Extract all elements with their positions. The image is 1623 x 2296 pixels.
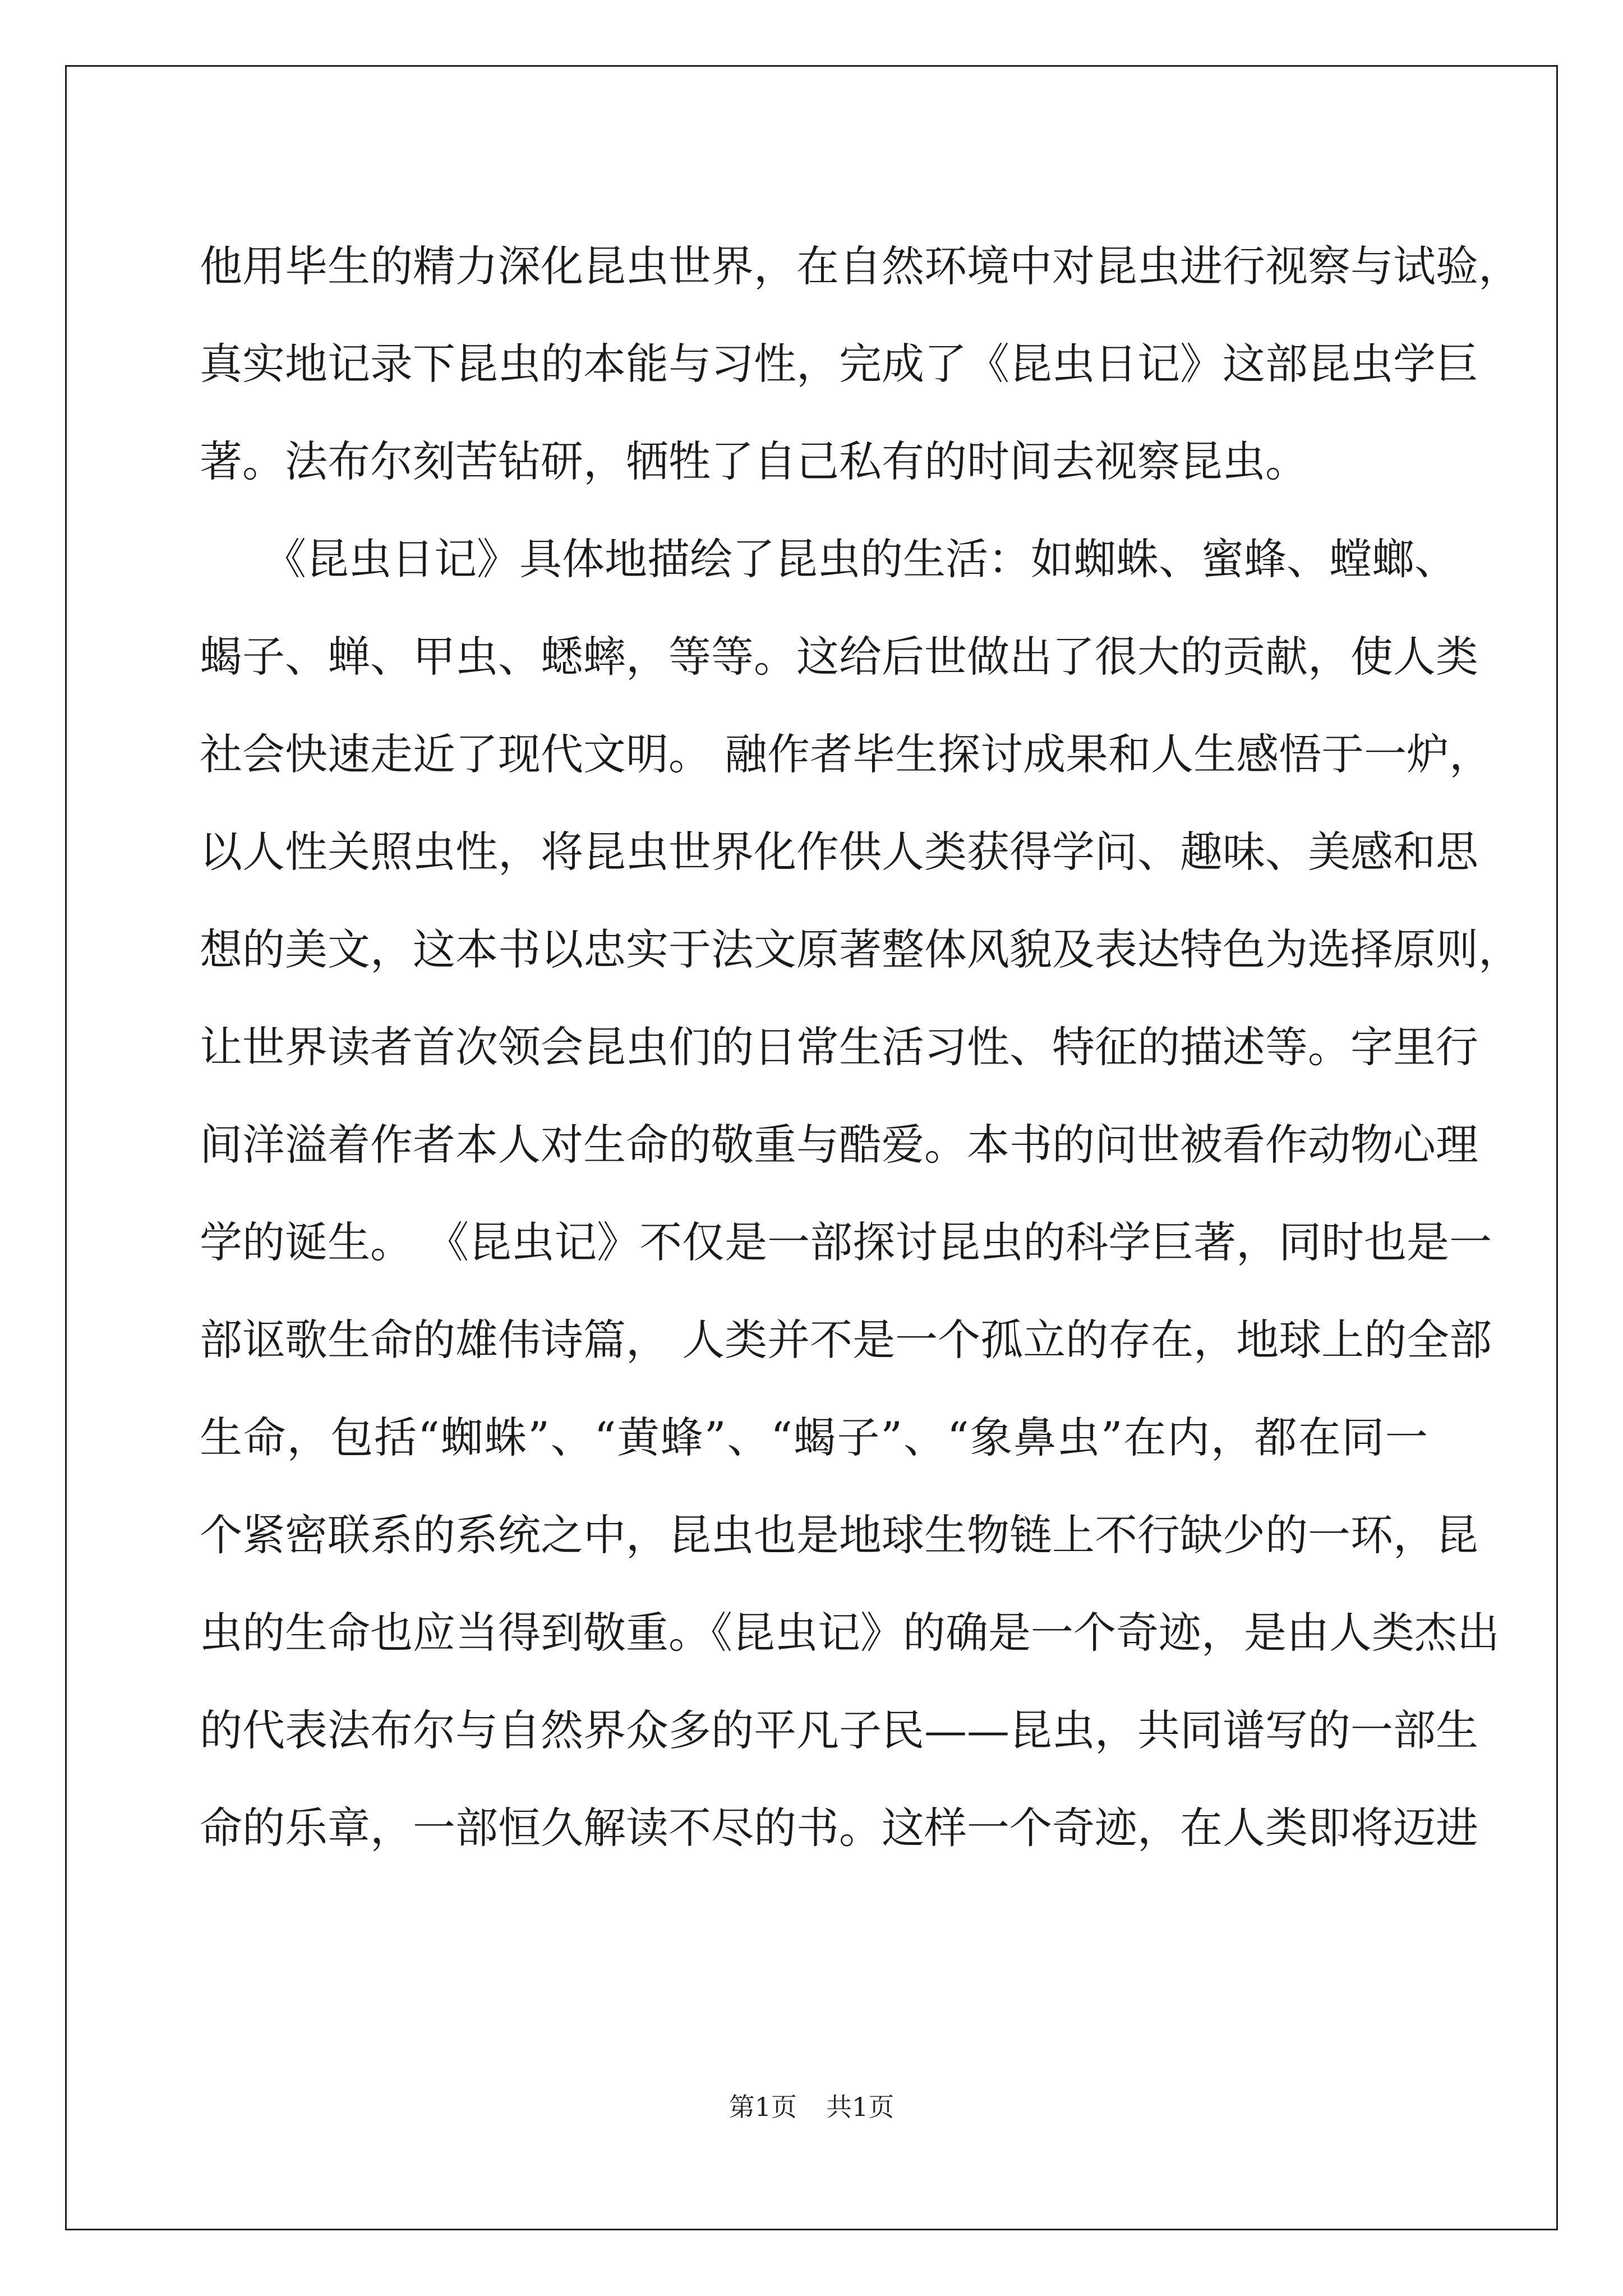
text-line: 生命，包括“蜘蛛”、“黄蜂”、“蝎子”、“象鼻虫”在内，都在同一 xyxy=(200,1412,1428,1462)
text-line: 虫的生命也应当得到敬重。《昆虫记》的确是一个奇迹，是由人类杰出 xyxy=(200,1608,1500,1658)
text-line: 间洋溢着作者本人对生命的敬重与酷爱。本书的问世被看作动物心理 xyxy=(200,1120,1478,1170)
text-line: 的代表法布尔与自然界众多的平凡子民——昆虫，共同谱写的一部生 xyxy=(200,1705,1478,1755)
text-line: 命的乐章，一部恒久解读不尽的书。这样一个奇迹，在人类即将迈进 xyxy=(200,1803,1478,1853)
text-line: 部讴歌生命的雄伟诗篇， 人类并不是一个孤立的存在，地球上的全部 xyxy=(200,1315,1492,1365)
text-line: 真实地记录下昆虫的本能与习性，完成了《昆虫日记》这部昆虫学巨 xyxy=(200,339,1478,389)
text-line: 蝎子、蝉、甲虫、蟋蟀，等等。这给后世做出了很大的贡献，使人类 xyxy=(200,632,1478,682)
text-line: 学的诞生。 《昆虫记》不仅是一部探讨昆虫的科学巨著，同时也是一 xyxy=(200,1217,1492,1267)
document-body xyxy=(200,218,1521,1877)
page-footer xyxy=(0,2087,1623,2124)
text-line: 著。法布尔刻苦钻研，牺牲了自己私有的时间去视察昆虫。 xyxy=(200,436,1308,486)
page-number-total: 共1页 xyxy=(826,2092,895,2122)
text-line: 让世界读者首次领会昆虫们的日常生活习性、特征的描述等。字里行 xyxy=(200,1022,1478,1072)
text-line: 他用毕生的精力深化昆虫世界，在自然环境中对昆虫进行视察与试验， xyxy=(200,241,1521,291)
text-line: 《昆虫日记》具体地描绘了昆虫的生活：如蜘蛛、蜜蜂、螳螂、 xyxy=(200,534,1457,584)
text-line: 以人性关照虫性，将昆虫世界化作供人类获得学问、趣味、美感和思 xyxy=(200,827,1478,877)
text-line: 想的美文，这本书以忠实于法文原著整体风貌及表达特色为选择原则， xyxy=(200,924,1521,974)
text-line: 个紧密联系的系统之中，昆虫也是地球生物链上不行缺少的一环，昆 xyxy=(200,1510,1478,1560)
page-number-current: 第1页 xyxy=(728,2092,797,2122)
text-line: 社会快速走近了现代文明。 融作者毕生探讨成果和人生感悟于一炉， xyxy=(200,729,1492,779)
